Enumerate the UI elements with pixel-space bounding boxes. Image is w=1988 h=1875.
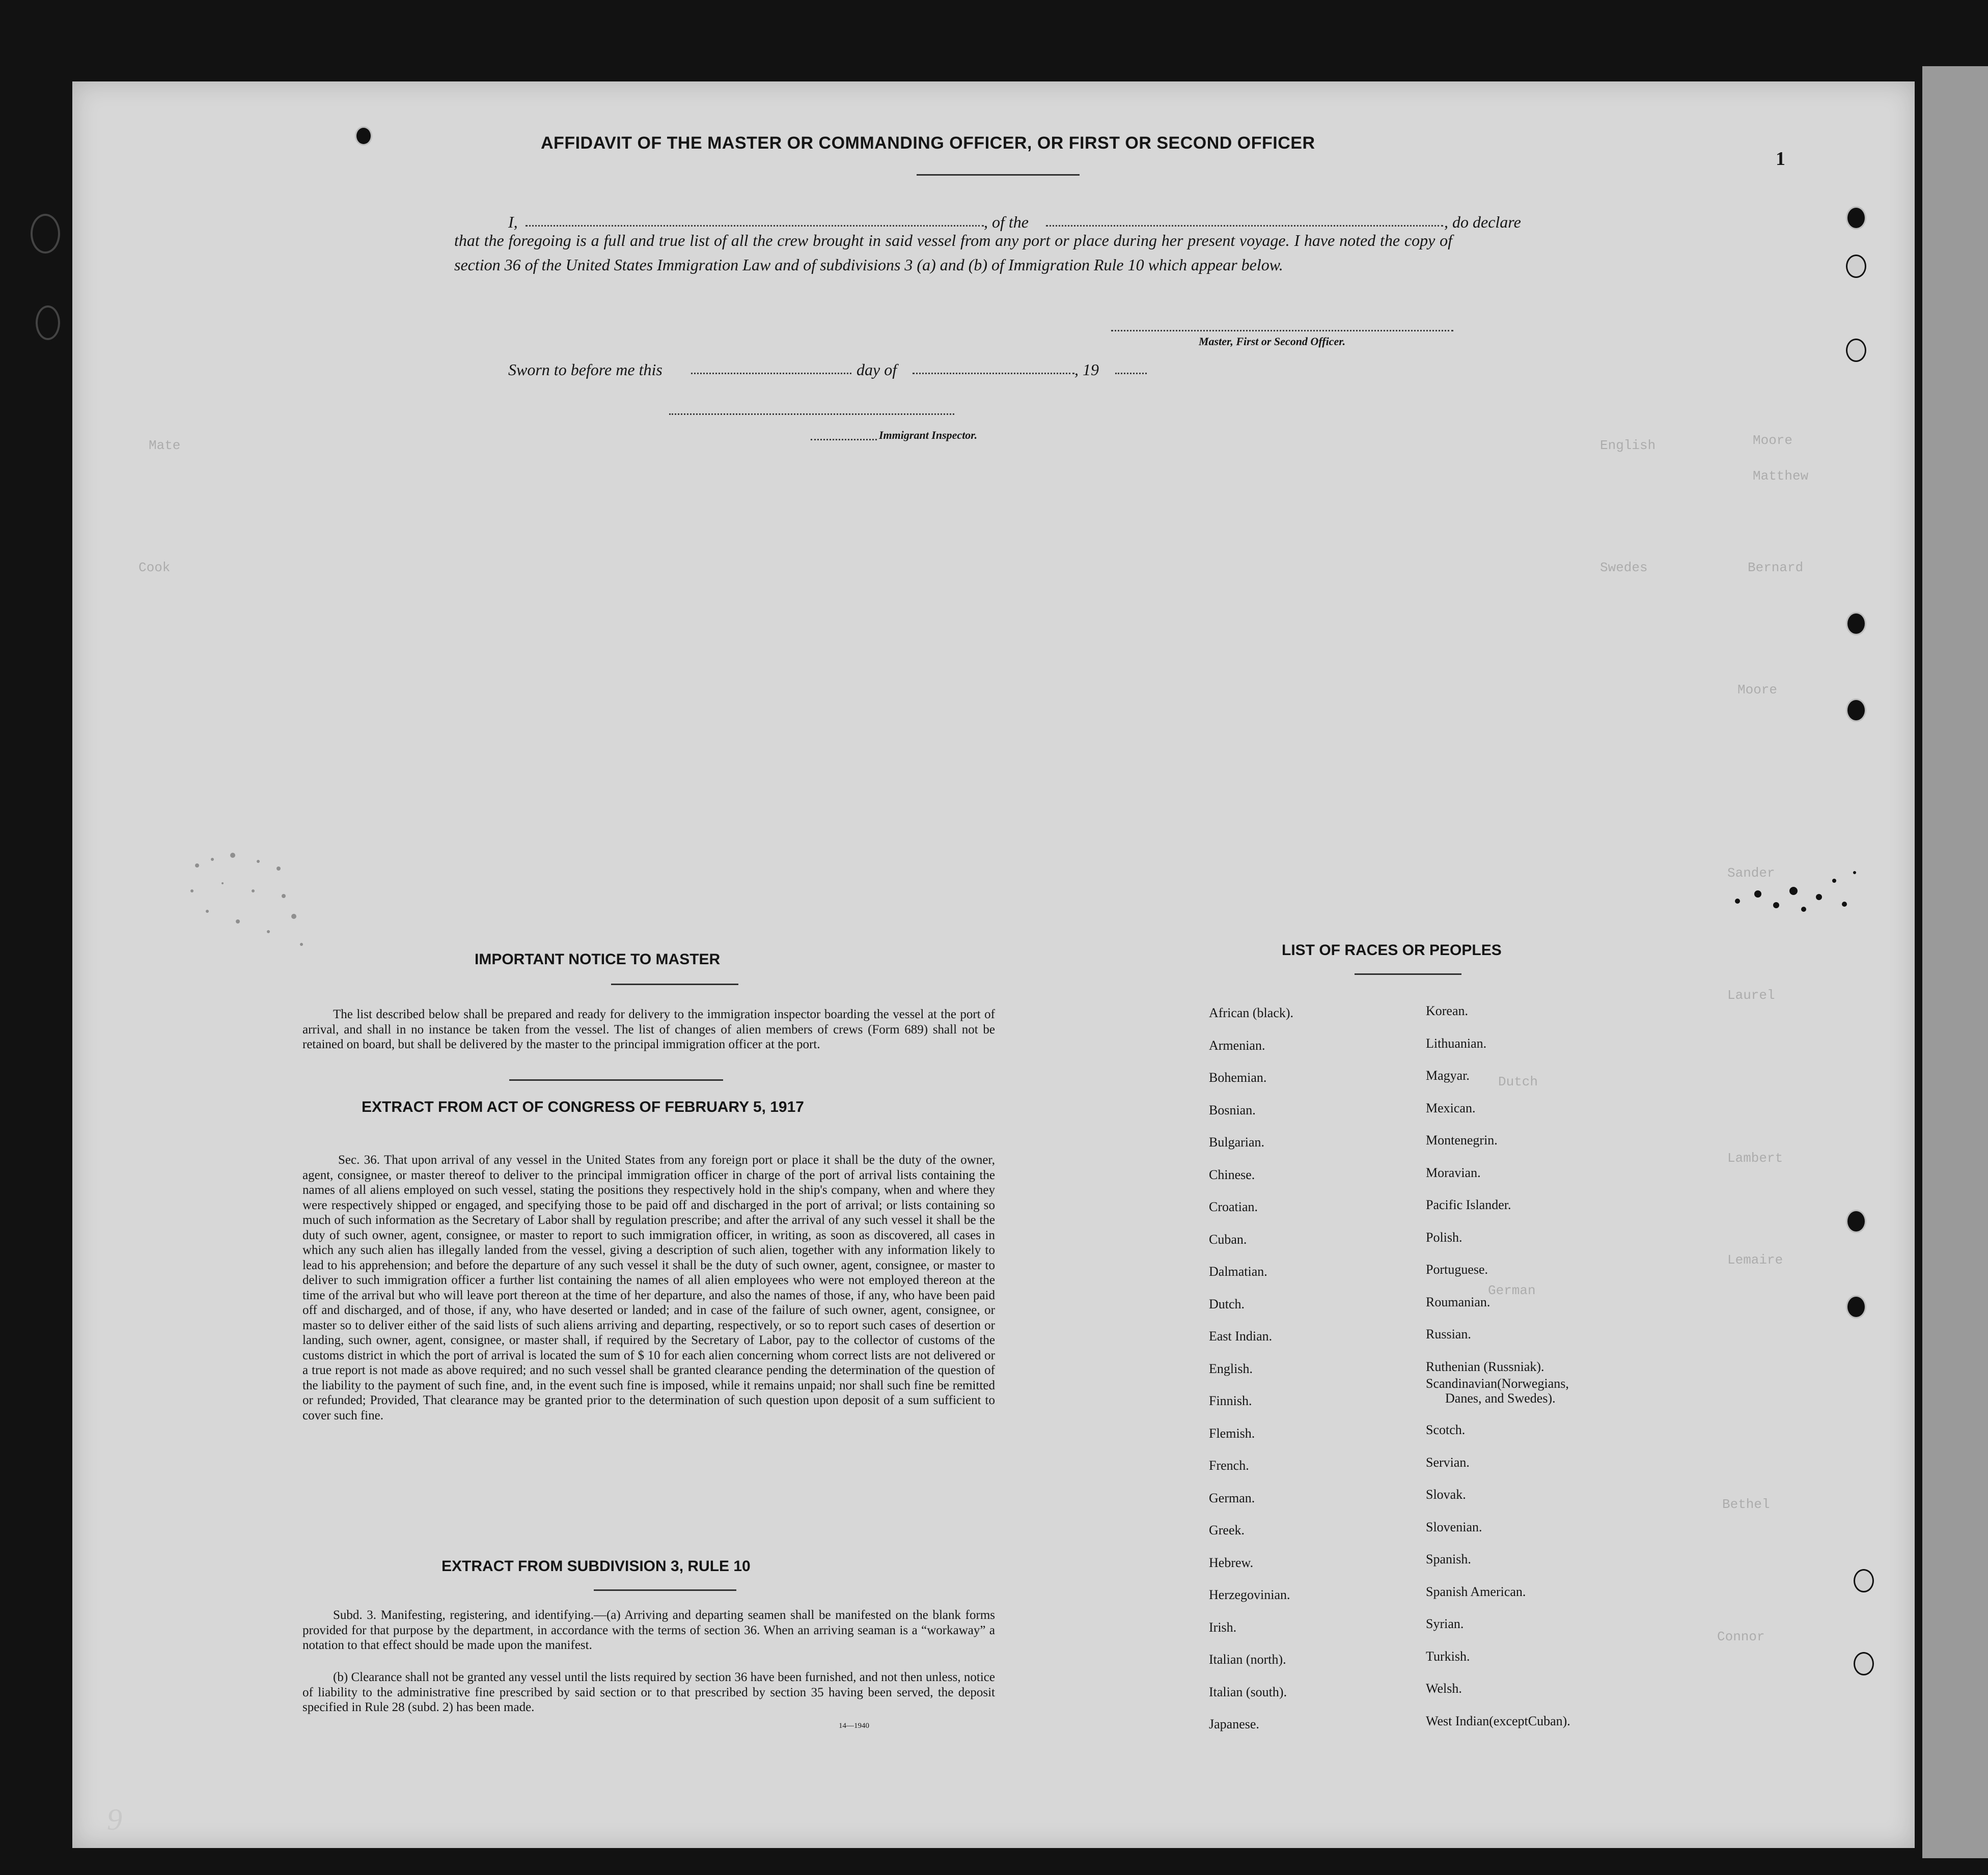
race-item: Slovenian.	[1426, 1519, 1482, 1534]
race-item: Roumanian.	[1426, 1294, 1490, 1309]
race-item: Greek.	[1209, 1523, 1245, 1537]
race-item: Slovak.	[1426, 1487, 1466, 1502]
binder-hole	[1846, 698, 1866, 722]
sworn-year-blank[interactable]	[1115, 373, 1147, 374]
race-item: Finnish.	[1209, 1393, 1252, 1408]
extract-rule-para-a: Subd. 3. Manifesting, registering, and identifying.—(a) Arriving and departing seamen shall be manifested on the blank forms provided for that purpose by the department, in accordance with the terms of section 36. When an arriving seaman is a “workaway” a notation to that effect should be made upon the manifest.	[302, 1608, 995, 1652]
race-item: Scotch.	[1426, 1422, 1466, 1437]
notice-body: The list described below shall be prepared and ready for delivery to the immigration inspector boarding the vessel at the port of arrival, and shall in no instance be taken from the vessel. The list of changes of alien members of crews (Form 689) shall not be retained on board, but shall be delivered by the master to the principal immigration officer at the port.	[302, 1008, 995, 1051]
race-scandinavian-line-2: Danes, and Swedes).	[1445, 1391, 1556, 1406]
signature-label: Master, First or Second Officer.	[1199, 335, 1346, 348]
inspector-label: Immigrant Inspector.	[879, 429, 978, 441]
sworn-day-of: day of	[857, 360, 897, 379]
race-item: Italian (south).	[1209, 1684, 1287, 1699]
race-item: East Indian.	[1209, 1329, 1273, 1344]
extract-act-title: EXTRACT FROM ACT OF CONGRESS OF FEBRUARY 5, 1917	[362, 1099, 804, 1115]
document-page: Moore Matthew Bernard Moore Sander Laurel Lambert Lemaire Bethel Connor English Swedes Dutch German Mate Cook AFFIDAVIT OF THE MASTER OR COMMANDING OFFICER, OR FIRST OR SECOND OFFICER I, , of the , do declare that the foregoing is a full and true list of all the crew brought in said vessel from any port or place during her present voyage. I have noted the copy of section 36 of the United States Immigration Law and of subdivisions 3 (a) and (b) of Immigration Rule 10 which appear below. Master, First or Second Officer. Sworn to before me this day of , 19 Immigrant Inspector. IMPORTANT NOTICE TO MASTER The list described below shall be prepared and ready for delivery to the immigration inspector boarding the vessel at the port of arrival, and shall in no instance be taken from the vessel. The list of changes of alien members of crews (Form 689) shall not be retained on board, but shall be delivered by the master to the principal immigration officer at the port. EXTRACT FROM ACT OF CONGRESS OF FEBRUARY 5, 1917 Sec. 36. That upon arrival of any vessel in the United States from any foreign port or place it shall be the duty of the owner, agent, consignee, or master thereof to deliver to the principal immigration officer in charge of the port of arrival lists containing the names of all aliens employed on such vessel, stating the positions they respectively hold in the ship's company, when and where they were respectively shipped or engaged, and specifying those to be paid off and discharged in the port of arrival; or lists containing so much of such information as the Secretary of Labor shall by regulation prescribe; and after the arrival of any such vessel it shall be the duty of such owner, agent, consignee, or master to report to such immigration officer, in writing, as soon as discovered, all cases in which any such alien has illegally landed from the vessel, giving a description of such alien, together with any information likely to lead to his apprehension; and before the departure of any such vessel it shall be the duty of such owner, agent, consignee, or master to deliver to such immigration officer a further list containing the names of all alien employees who were not employed thereon at the time of the arrival but who will leave port thereon at the time of her departure, and also the names of those, if any, who have been paid off and discharged, and of those, if any, who have deserted or landed; and in case of the failure of such owner, agent, consignee, or master so to deliver either of the said lists of such aliens arriving and departing, respectively, or so to report such cases of desertion or landing, such owner, agent, consignee, or master shall, if required by the Secretary of Labor, pay to the collector of customs of the customs district in which the port of arrival is located the sum of $ 10 for each alien concerning whom correct lists are not delivered or a true report is not made as above required; and no such vessel shall be granted clearance pending the determination of the question of the liability to the payment of such fine, and, in the event such fine is imposed, while it remains unpaid; nor shall such fine be remitted or refunded; Provided, That clearance may be granted prior to the determination of such question upon deposit of a sum sufficient to cover such fine. EXTRACT FROM SUBDIVISION 3, RULE 10 Subd. 3. Manifesting, registering, and identifying.—(a) Arriving and departing seamen shall be manifested on the blank forms provided for that purpose by the department, in accordance with the terms of section 36. When an arriving seaman is a “workaway” a notation to that effect should be made upon the manifest. (b) Clearance shall not be granted any vessel until the lists required by section 36 have been furnished, and not then unless, notice of liability to the administrative fine prescribed by said section or to that prescribed by section 35 having been served, the deposit specified in Rule 28 (subd. 2) has been made. 14—1940 LIST OF RACES OR PEOPLES African (black). Armenian. Bohemian. Bosnian. Bulgarian. Chinese. Croatian. Cuban. Dalmatian. Dutch. East Indian. English. Finnish. Flemish. French. German. Greek. Hebrew. Herzegovinian. Irish. Italian (north). Italian (south). Japanese. Korean. Lithuanian. Magyar. Mexican. Montenegrin. Moravian. Pacific Islander. Polish. Portuguese. Roumanian. Russian. Ruthenian (Russniak). Scotch. Servian. Slovak. Slovenian. Spanish. Spanish American. Syrian. Turkish. Welsh. West Indian(exceptCuban). Scandinavian(Norwegians, Danes, and Swedes). 1	[72, 81, 1915, 1848]
race-item: Dutch.	[1209, 1296, 1245, 1311]
left-margin-mark	[31, 214, 60, 254]
race-item: Magyar.	[1426, 1068, 1470, 1083]
extract-act-body: Sec. 36. That upon arrival of any vessel in the United States from any foreign port or place it shall be the duty of the owner, agent, consignee, or master thereof to deliver to the principal immigration officer in charge of the port of arrival lists containing the names of all aliens employed on such vessel, stating the positions they respectively hold in the ship's company, when and where they were respectively shipped or engaged, and specifying those to be paid off and discharged in the port of arrival; or lists containing so much of such information as the Secretary of Labor shall by regulation prescribe; and after the arrival of any such vessel it shall be the duty of such owner, agent, consignee, or master to report to such immigration officer, in writing, as soon as discovered, all cases in which any such alien has illegally landed from the vessel, giving a description of such alien, together with any information likely to lead to his apprehension; and before the departure of any such vessel it shall be the duty of such owner, agent, consignee, or master to deliver to such immigration officer a further list containing the names of all alien employees who were not employed thereon at the time of the arrival but who will leave port thereon at the time of her departure, and also the names of those, if any, who have been paid off and discharged, and of those, if any, who have deserted or landed; and in case of the failure of such owner, agent, consignee, or master so to deliver either of the said lists of such aliens arriving and departing, respectively, or so to report such cases of desertion or landing, such owner, agent, consignee, or master shall, if required by the Secretary of Labor, pay to the collector of customs of the customs district in which the port of arrival is located the sum of $ 10 for each alien concerning whom correct lists are not delivered or a true report is not made as above required; and no such vessel shall be granted clearance pending the determination of the question of the liability to the payment of such fine, and, in the event such fine is imposed, while it remains unpaid; nor shall such fine be remitted or refunded; Provided, That clearance may be granted prior to the determination of such question upon deposit of a sum sufficient to cover such fine.	[302, 1153, 995, 1422]
ink-blot-marks	[1727, 860, 1880, 942]
race-item: Bohemian.	[1209, 1070, 1267, 1085]
race-item: Korean.	[1426, 1003, 1469, 1018]
affidavit-title-rule	[917, 174, 1080, 176]
left-margin-mark	[36, 305, 60, 340]
affidavit-vessel-blank[interactable]	[1046, 225, 1443, 227]
race-item: Croatian.	[1209, 1199, 1258, 1214]
affidavit-name-blank[interactable]	[526, 225, 984, 227]
notice-title-rule	[611, 984, 738, 985]
corner-mark: 9	[107, 1803, 122, 1836]
binder-hole	[1846, 1295, 1866, 1319]
races-title-rule	[1355, 973, 1461, 975]
page-mark: 1	[1776, 148, 1785, 170]
race-item: Italian (north).	[1209, 1652, 1286, 1667]
extract-rule-title-rule	[594, 1589, 736, 1591]
extract-rule-para-b: (b) Clearance shall not be granted any vessel until the lists required by section 36 have been furnished, and not then unless, notice of liability to the administrative fine prescribed by said section or to that prescribed by section 35 having been served, the deposit specified in Rule 28 (subd. 2) has been made.	[302, 1670, 995, 1714]
stamp-smudge	[177, 835, 360, 967]
adjacent-page-edge	[1922, 66, 1988, 1858]
race-item: African (black).	[1209, 1005, 1294, 1020]
race-item: Portuguese.	[1426, 1262, 1488, 1277]
sworn-day-blank[interactable]	[691, 373, 851, 374]
race-item: Flemish.	[1209, 1425, 1255, 1441]
race-item: Syrian.	[1426, 1616, 1464, 1631]
binder-hole	[1854, 1652, 1874, 1675]
binder-hole	[1854, 1569, 1874, 1592]
race-item: Lithuanian.	[1426, 1036, 1487, 1051]
race-item: Hebrew.	[1209, 1555, 1254, 1570]
race-item: Cuban.	[1209, 1232, 1247, 1247]
race-item: French.	[1209, 1458, 1249, 1473]
race-item: Moravian.	[1426, 1165, 1481, 1180]
race-item: Turkish.	[1426, 1648, 1470, 1664]
race-item: Chinese.	[1209, 1167, 1255, 1182]
binder-hole	[1846, 206, 1866, 230]
binder-hole	[1846, 612, 1866, 635]
race-item: Montenegrin.	[1426, 1133, 1498, 1148]
race-item: Japanese.	[1209, 1717, 1259, 1731]
race-item: Russian.	[1426, 1327, 1471, 1341]
race-item: Irish.	[1209, 1619, 1237, 1635]
race-item: Armenian.	[1209, 1038, 1265, 1053]
extract-rule-title: EXTRACT FROM SUBDIVISION 3, RULE 10	[441, 1558, 751, 1575]
race-item: Spanish American.	[1426, 1584, 1526, 1599]
race-item: Pacific Islander.	[1426, 1197, 1511, 1212]
race-item: Ruthenian (Russniak).	[1426, 1359, 1544, 1374]
notice-title: IMPORTANT NOTICE TO MASTER	[475, 951, 721, 968]
signature-blank[interactable]	[1111, 330, 1453, 331]
sworn-month-blank[interactable]	[913, 373, 1074, 374]
sworn-year: , 19	[1074, 360, 1099, 379]
affidavit-title: AFFIDAVIT OF THE MASTER OR COMMANDING OFFICER, OR FIRST OR SECOND OFFICER	[541, 133, 1315, 153]
race-item: Spanish.	[1426, 1552, 1471, 1566]
affidavit-line1-i: I,	[508, 213, 518, 231]
affidavit-line1-of-the: , of the	[984, 213, 1029, 231]
binder-hole	[1846, 339, 1866, 362]
affidavit-body: that the foregoing is a full and true list of all the crew brought in said vessel from any port or place during her present voyage. I have noted the copy of section 36 of the United States Immigration Law and of subdivisions 3 (a) and (b) of Immigration Rule 10 which appear below.	[454, 231, 1452, 274]
race-item: Servian.	[1426, 1454, 1470, 1470]
affidavit-line1-do-declare: , do declare	[1444, 213, 1521, 231]
form-number: 14—1940	[839, 1722, 869, 1730]
race-scandinavian-line-1: Scandinavian(Norwegians,	[1426, 1376, 1569, 1391]
inspector-signature-blank[interactable]	[669, 413, 954, 415]
race-item: English.	[1209, 1361, 1253, 1376]
section-divider-1	[509, 1079, 723, 1081]
binder-hole	[1846, 255, 1866, 278]
race-item: Dalmatian.	[1209, 1264, 1267, 1279]
race-item: Mexican.	[1426, 1100, 1476, 1115]
race-item: German.	[1209, 1490, 1255, 1505]
race-item: Bulgarian.	[1209, 1135, 1265, 1150]
race-item: Bosnian.	[1209, 1102, 1256, 1117]
race-item: Welsh.	[1426, 1681, 1462, 1696]
inspector-label-leader	[811, 439, 877, 440]
race-item: Herzegovinian.	[1209, 1587, 1290, 1602]
binder-hole	[1846, 1210, 1866, 1233]
punch-hole	[355, 126, 372, 146]
sworn-prefix: Sworn to before me this	[508, 360, 662, 379]
races-title: LIST OF RACES OR PEOPLES	[1282, 942, 1502, 959]
race-item: Polish.	[1426, 1229, 1462, 1245]
race-item: West Indian(exceptCuban).	[1426, 1713, 1570, 1728]
